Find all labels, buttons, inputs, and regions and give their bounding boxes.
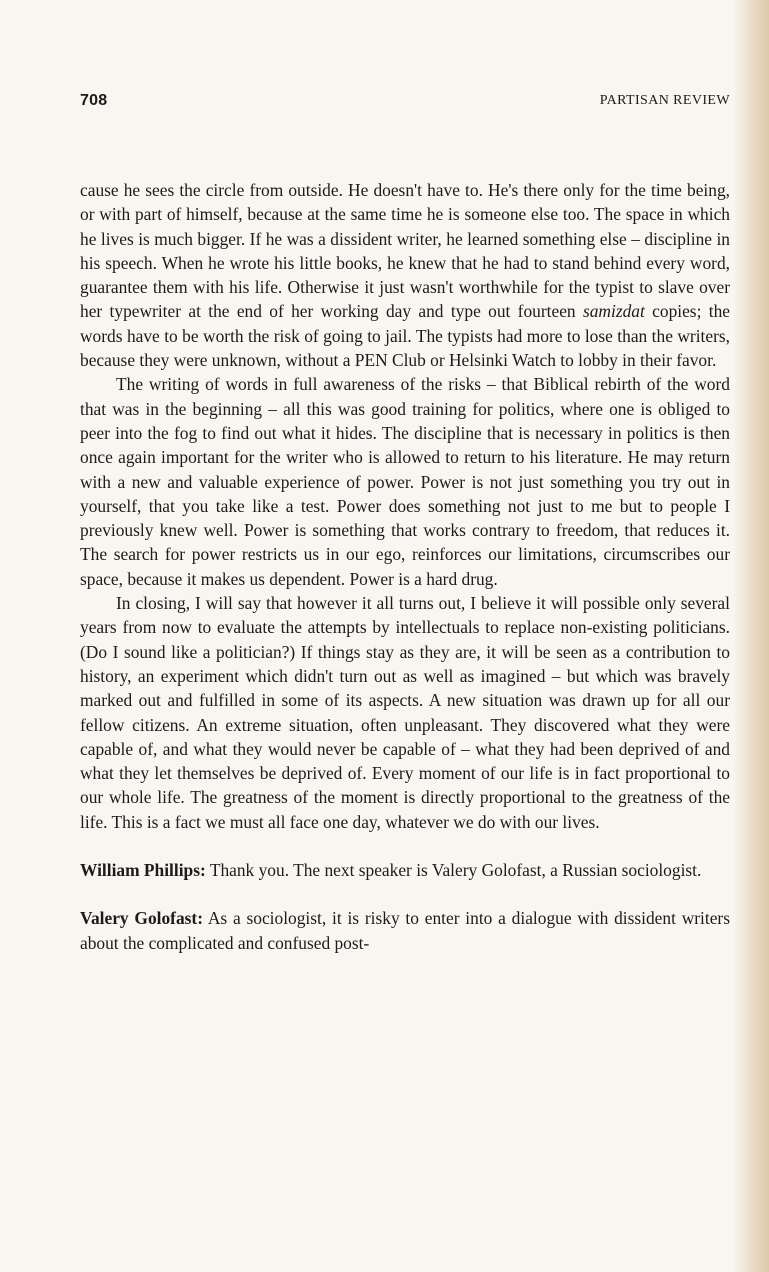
- paragraph-3: In closing, I will say that however it all turns out, I believe it will possible only several years from now to evaluate the attempts by intellectuals to replace non-existing politicians. (Do I sound like a politician?) If things stay as they are, it will be seen as a contribution to history, an experiment which didn't turn out as well as imagined – but which was bravely marked out and fulfilled in some of its aspects. A new situation was drawn up for all our fellow citizens. An extreme situation, often unpleasant. They discovered what they were capable of, and what they would never be capable of – what they had been deprived of and what they let themselves be deprived of. Every moment of our life is in fact proportional to our whole life. The greatness of the moment is directly proportional to the greatness of the life. This is a fact we must all face one day, whatever we do with our lives.: [80, 593, 730, 832]
- page-header: [80, 92, 730, 114]
- speaker-name: Valery Golofast:: [80, 908, 204, 929]
- paragraph-1-text: cause he sees the circle from outside. He doesn't have to. He's there only for the time being, or with part of himself, because at the same time he is someone else too. The space in which he lives is much bigger. If he was a dissident writer, he learned something else – discipline in his speech. When he wrote his little books, he knew that he had to stand behind every word, guarantee them with his life. Otherwise it just wasn't worthwhile for the typist to slave over her typewriter at the end of her working day and type out fourteen: [80, 180, 730, 322]
- speaker-text: Thank you. The next speaker is Valery Golofast, a Russian sociologist.: [205, 860, 702, 881]
- paragraph-1-italic: samizdat: [582, 301, 645, 322]
- speaker-name: William Phillips:: [80, 860, 206, 881]
- speaker-text: As a sociologist, it is risky to enter into a dialogue with dissident writers about the complicated and confused post-: [80, 908, 730, 953]
- paragraph-1-text-end: copies; the words have to be worth the risk of going to jail. The typists had more to lose than the writers, because they were unknown, without a PEN Club or Helsinki Watch to lobby in their favor.: [80, 301, 730, 371]
- article-body: [80, 178, 730, 955]
- paragraph-2: The writing of words in full awareness of the risks – that Biblical rebirth of the word that was in the beginning – all this was good training for politics, where one is obliged to peer into the fog to find out what it hides. The discipline that is necessary in politics is then once again important for the writer who is allowed to return to his literature. He may return with a new and valuable experience of power. Power is not just something you try out in yourself, that you take like a test. Power does something not just to me but to people I previously knew well. Power is something that works contrary to freedom, that reduces it. The search for power restricts us in our ego, reinforces our limitations, circumscribes our space, because it makes us dependent. Power is a hard drug.: [80, 374, 730, 589]
- speaker-turn-phillips: [80, 858, 730, 882]
- page-number: 708: [80, 92, 108, 109]
- page-edge-shadow: [733, 0, 769, 1272]
- speaker-turn-golofast: [80, 906, 730, 955]
- running-head: PARTISAN REVIEW: [599, 93, 730, 108]
- paragraph-1: [80, 178, 730, 372]
